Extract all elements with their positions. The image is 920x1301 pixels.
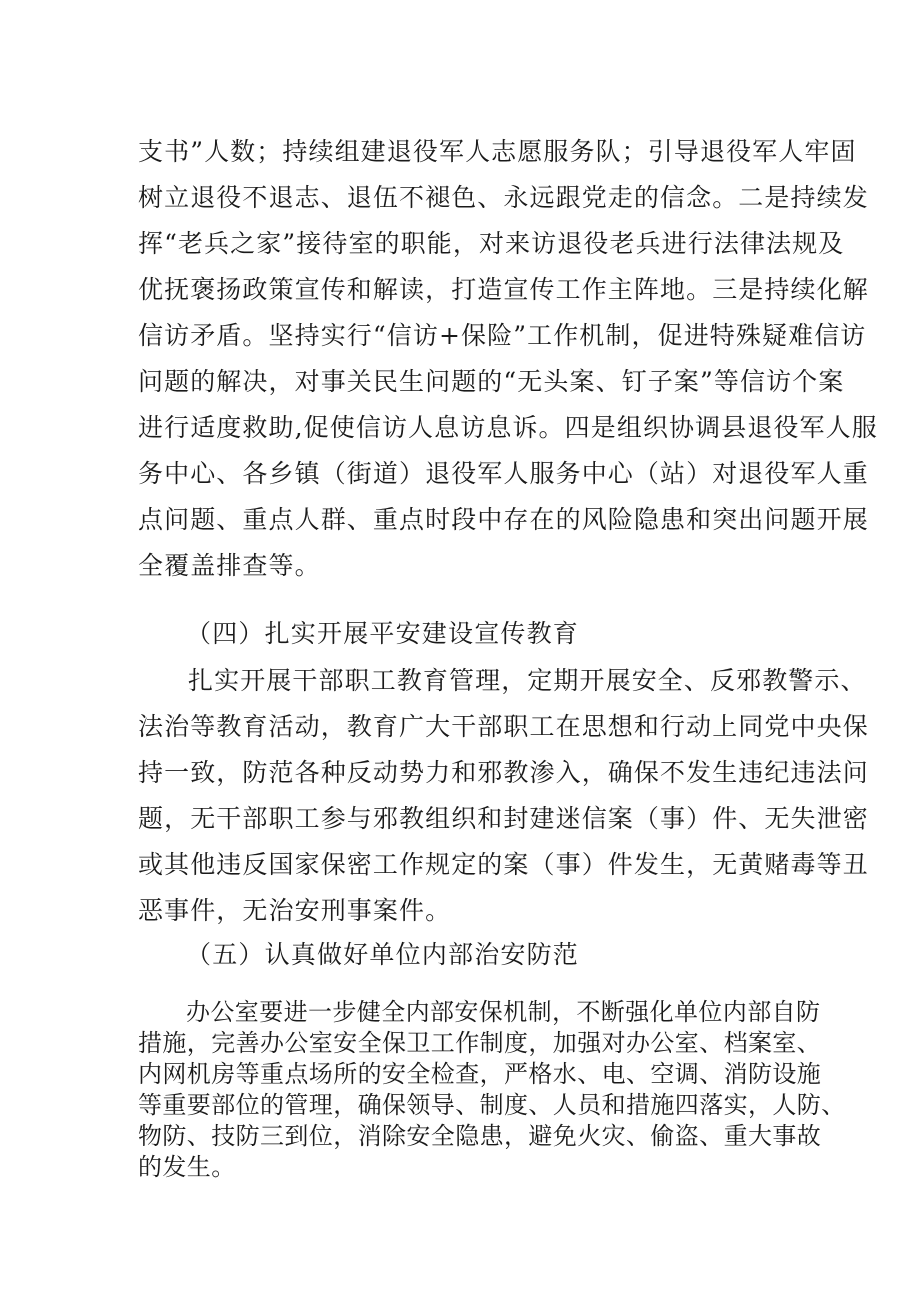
paragraph-line: 措施，完善办公室安全保卫工作制度，加强对办公室、档案室、 — [138, 1029, 822, 1057]
paragraph-line: 信访矛盾。坚持实行“信访+保险”工作机制，促进特殊疑难信访 — [138, 321, 867, 350]
paragraph-line: 持一致，防范各种反动势力和邪教渗入，确保不发生违纪违法问 — [138, 758, 869, 787]
paragraph-line: 进行适度救助,促使信访人息访息诉。四是组织协调县退役军人服 — [138, 413, 878, 442]
paragraph-line: 问题的解决，对事关民生问题的“无头案、钉子案”等信访个案 — [138, 367, 845, 396]
paragraph-line: 树立退役不退志、退伍不褪色、永远跟党走的信念。二是持续发 — [138, 183, 869, 212]
paragraph-line: 挥“老兵之家”接待室的职能，对来访退役老兵进行法律法规及 — [138, 229, 845, 258]
paragraph-line: 务中心、各乡镇（街道）退役军人服务中心（站）对退役军人重 — [138, 459, 869, 488]
paragraph-line: 或其他违反国家保密工作规定的案（事）件发生，无黄赌毒等丑 — [138, 850, 869, 879]
paragraph-line: 题，无干部职工参与邪教组织和封建迷信案（事）件、无失泄密 — [138, 804, 869, 833]
paragraph-line: 全覆盖排查等。 — [138, 551, 321, 580]
paragraph-line: 物防、技防三到位，消除安全隐患，避免火灾、偷盗、重大事故 — [138, 1122, 822, 1150]
section-5-heading: （五）认真做好单位内部治安防范 — [186, 940, 580, 969]
paragraph-line: 扎实开展干部职工教育管理，定期开展安全、反邪教警示、 — [188, 666, 867, 695]
paragraph-line: 内网机房等重点场所的安全检查，严格水、电、空调、消防设施 — [138, 1060, 822, 1088]
paragraph-line: 法治等教育活动，教育广大干部职工在思想和行动上同党中央保 — [138, 712, 869, 741]
section-4-heading: （四）扎实开展平安建设宣传教育 — [186, 619, 580, 648]
paragraph-line: 办公室要进一步健全内部安保机制，不断强化单位内部自防 — [186, 998, 821, 1026]
paragraph-line: 优抚褒扬政策宣传和解读，打造宣传工作主阵地。三是持续化解 — [138, 275, 869, 304]
paragraph-line: 支书”人数；持续组建退役军人志愿服务队；引导退役军人牢固 — [138, 137, 857, 166]
paragraph-line: 恶事件，无治安刑事案件。 — [138, 896, 452, 925]
paragraph-line: 等重要部位的管理，确保领导、制度、人员和措施四落实，人防、 — [138, 1091, 846, 1119]
paragraph-line: 的发生。 — [138, 1153, 236, 1181]
paragraph-line: 点问题、重点人群、重点时段中存在的风险隐患和突出问题开展 — [138, 505, 869, 534]
